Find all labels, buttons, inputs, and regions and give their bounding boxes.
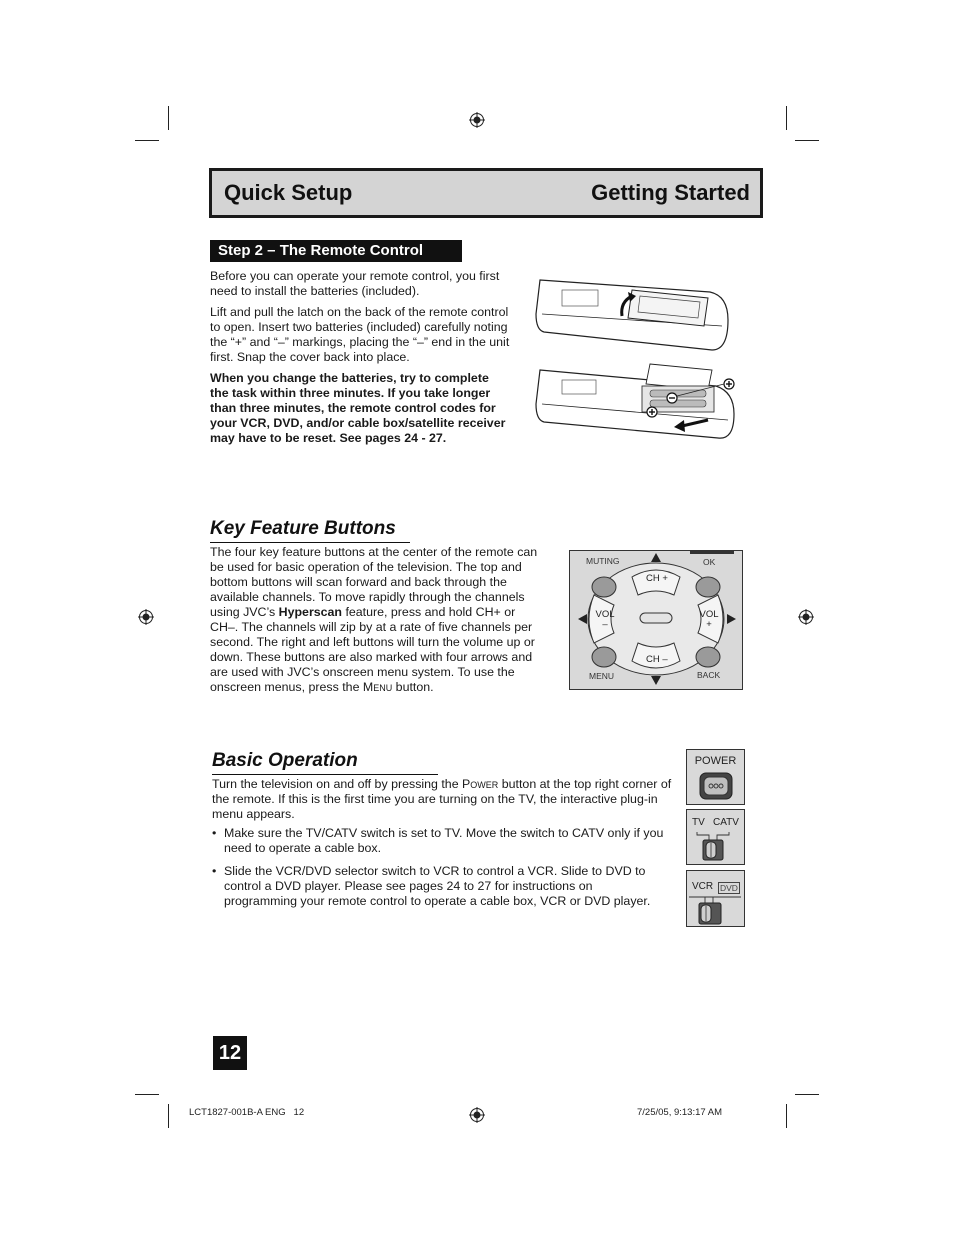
step2-text <box>210 269 510 446</box>
vol-down-label: VOL <box>595 609 615 620</box>
header-left-title: Quick Setup <box>224 180 353 205</box>
vol-down-button <box>594 610 616 630</box>
list-item: • Slide the VCR/DVD selector switch to VCR to control a VCR. Slide to DVD to control a DVD player. Please see pages 24 to 27 for instructions on programming your remote control to operate a cable box, VCR or DVD player. <box>210 864 666 909</box>
battery-installation-illustration <box>532 274 736 442</box>
key-feature-title: Key Feature Buttons <box>210 518 410 543</box>
basic-operation-intro <box>212 777 672 822</box>
hyperscan-term: Hyperscan <box>278 605 343 619</box>
catv-label: CATV <box>713 817 739 828</box>
step2-paragraph-3 <box>210 371 510 446</box>
key-feature-text-c: feature, press and hold CH+ or CH–. The channels will zip by at a rate of five channels per second. The right and left buttons will turn the volume up or down. These buttons are also marked with four arrows and are used with JVC’s onscreen menu system. To use the onscreen menus, press the <box>210 605 535 694</box>
key-feature-text-a: The four key feature buttons at the center of the remote can be used for basic operation of the television. The top and bottom buttons will scan forward and back through the available channels. To move rapidly through the channels using JVC’s <box>210 545 538 619</box>
step2-warning: When you change the batteries, try to complete the task within three minutes. If you take longer than three minutes, the remote control codes for your VCR, DVD, and/or cable box/satellite receiver may have to be reset. See pages 24 - 27. <box>210 371 506 445</box>
ch-down-button: CH – <box>646 654 668 665</box>
step2-paragraph-1: Before you can operate your remote control, you first need to install the batteries (included). <box>210 269 500 298</box>
registration-mark-icon <box>798 609 814 625</box>
footer-job-code: LCT1827-001B-A ENG 12 <box>189 1107 305 1118</box>
crop-mark <box>786 106 787 130</box>
crop-mark <box>795 140 819 141</box>
dvd-label: DVD <box>720 883 738 893</box>
basic-operation-bullets <box>210 826 666 916</box>
menu-button-label: MENU <box>589 671 615 681</box>
back-button-label: BACK <box>697 670 721 680</box>
list-item: • Make sure the TV/CATV switch is set to TV. Move the switch to CATV only if you need to operate a cable box. <box>210 826 666 856</box>
step2-title: Step 2 – The Remote Control <box>210 240 462 262</box>
power-button-icon <box>699 772 733 800</box>
footer-timestamp: 7/25/05, 9:13:17 AM <box>637 1107 723 1118</box>
registration-mark-icon <box>469 112 485 128</box>
crop-mark <box>795 1094 819 1095</box>
page-number: 12 <box>213 1036 247 1070</box>
key-feature-text <box>210 545 546 695</box>
basic-operation-title: Basic Operation <box>212 750 438 775</box>
key-feature-text-e: button. <box>392 680 434 694</box>
registration-mark-icon <box>469 1107 485 1123</box>
tv-catv-switch-panel <box>686 809 745 865</box>
vol-up-button <box>698 610 720 630</box>
crop-mark <box>786 1104 787 1128</box>
step2-paragraph-2: Lift and pull the latch on the back of the remote control to open. Insert two batteries (included) carefully noting the “+” and “–” markings, placing the “–” end in the unit first. Snap the cover back into place. <box>210 305 510 364</box>
vol-down-sign: – <box>602 619 608 630</box>
basic-operation-intro-a: Turn the television on and off by pressing the <box>212 777 463 791</box>
registration-mark-icon <box>138 609 154 625</box>
header-right-title: Getting Started <box>591 180 750 205</box>
remote-key-panel <box>569 550 743 690</box>
crop-mark <box>135 1094 159 1095</box>
crop-mark <box>135 140 159 141</box>
menu-term: Menu <box>362 680 393 694</box>
crop-mark <box>168 1104 169 1128</box>
vcr-label: VCR <box>692 881 714 892</box>
vcr-dvd-switch-icon <box>687 895 744 926</box>
crop-mark <box>168 106 169 130</box>
ch-up-button: CH + <box>646 573 668 584</box>
power-label: POWER <box>694 755 737 767</box>
tv-catv-switch-icon <box>687 830 744 864</box>
page-header <box>209 168 763 218</box>
basic-operation-intro-c: button at the top right corner of the remote. If this is the first time you are turning on the TV, the interactive plug-in menu appears. <box>212 777 672 821</box>
tv-label: TV <box>692 817 705 828</box>
power-button-panel <box>686 749 745 805</box>
muting-button-label: MUTING <box>586 556 620 566</box>
vol-up-label: VOL <box>699 609 719 620</box>
vcr-dvd-switch-panel <box>686 870 745 927</box>
vol-up-sign: + <box>706 619 712 630</box>
ok-button-label: OK <box>703 557 716 567</box>
power-term: Power <box>462 777 499 791</box>
